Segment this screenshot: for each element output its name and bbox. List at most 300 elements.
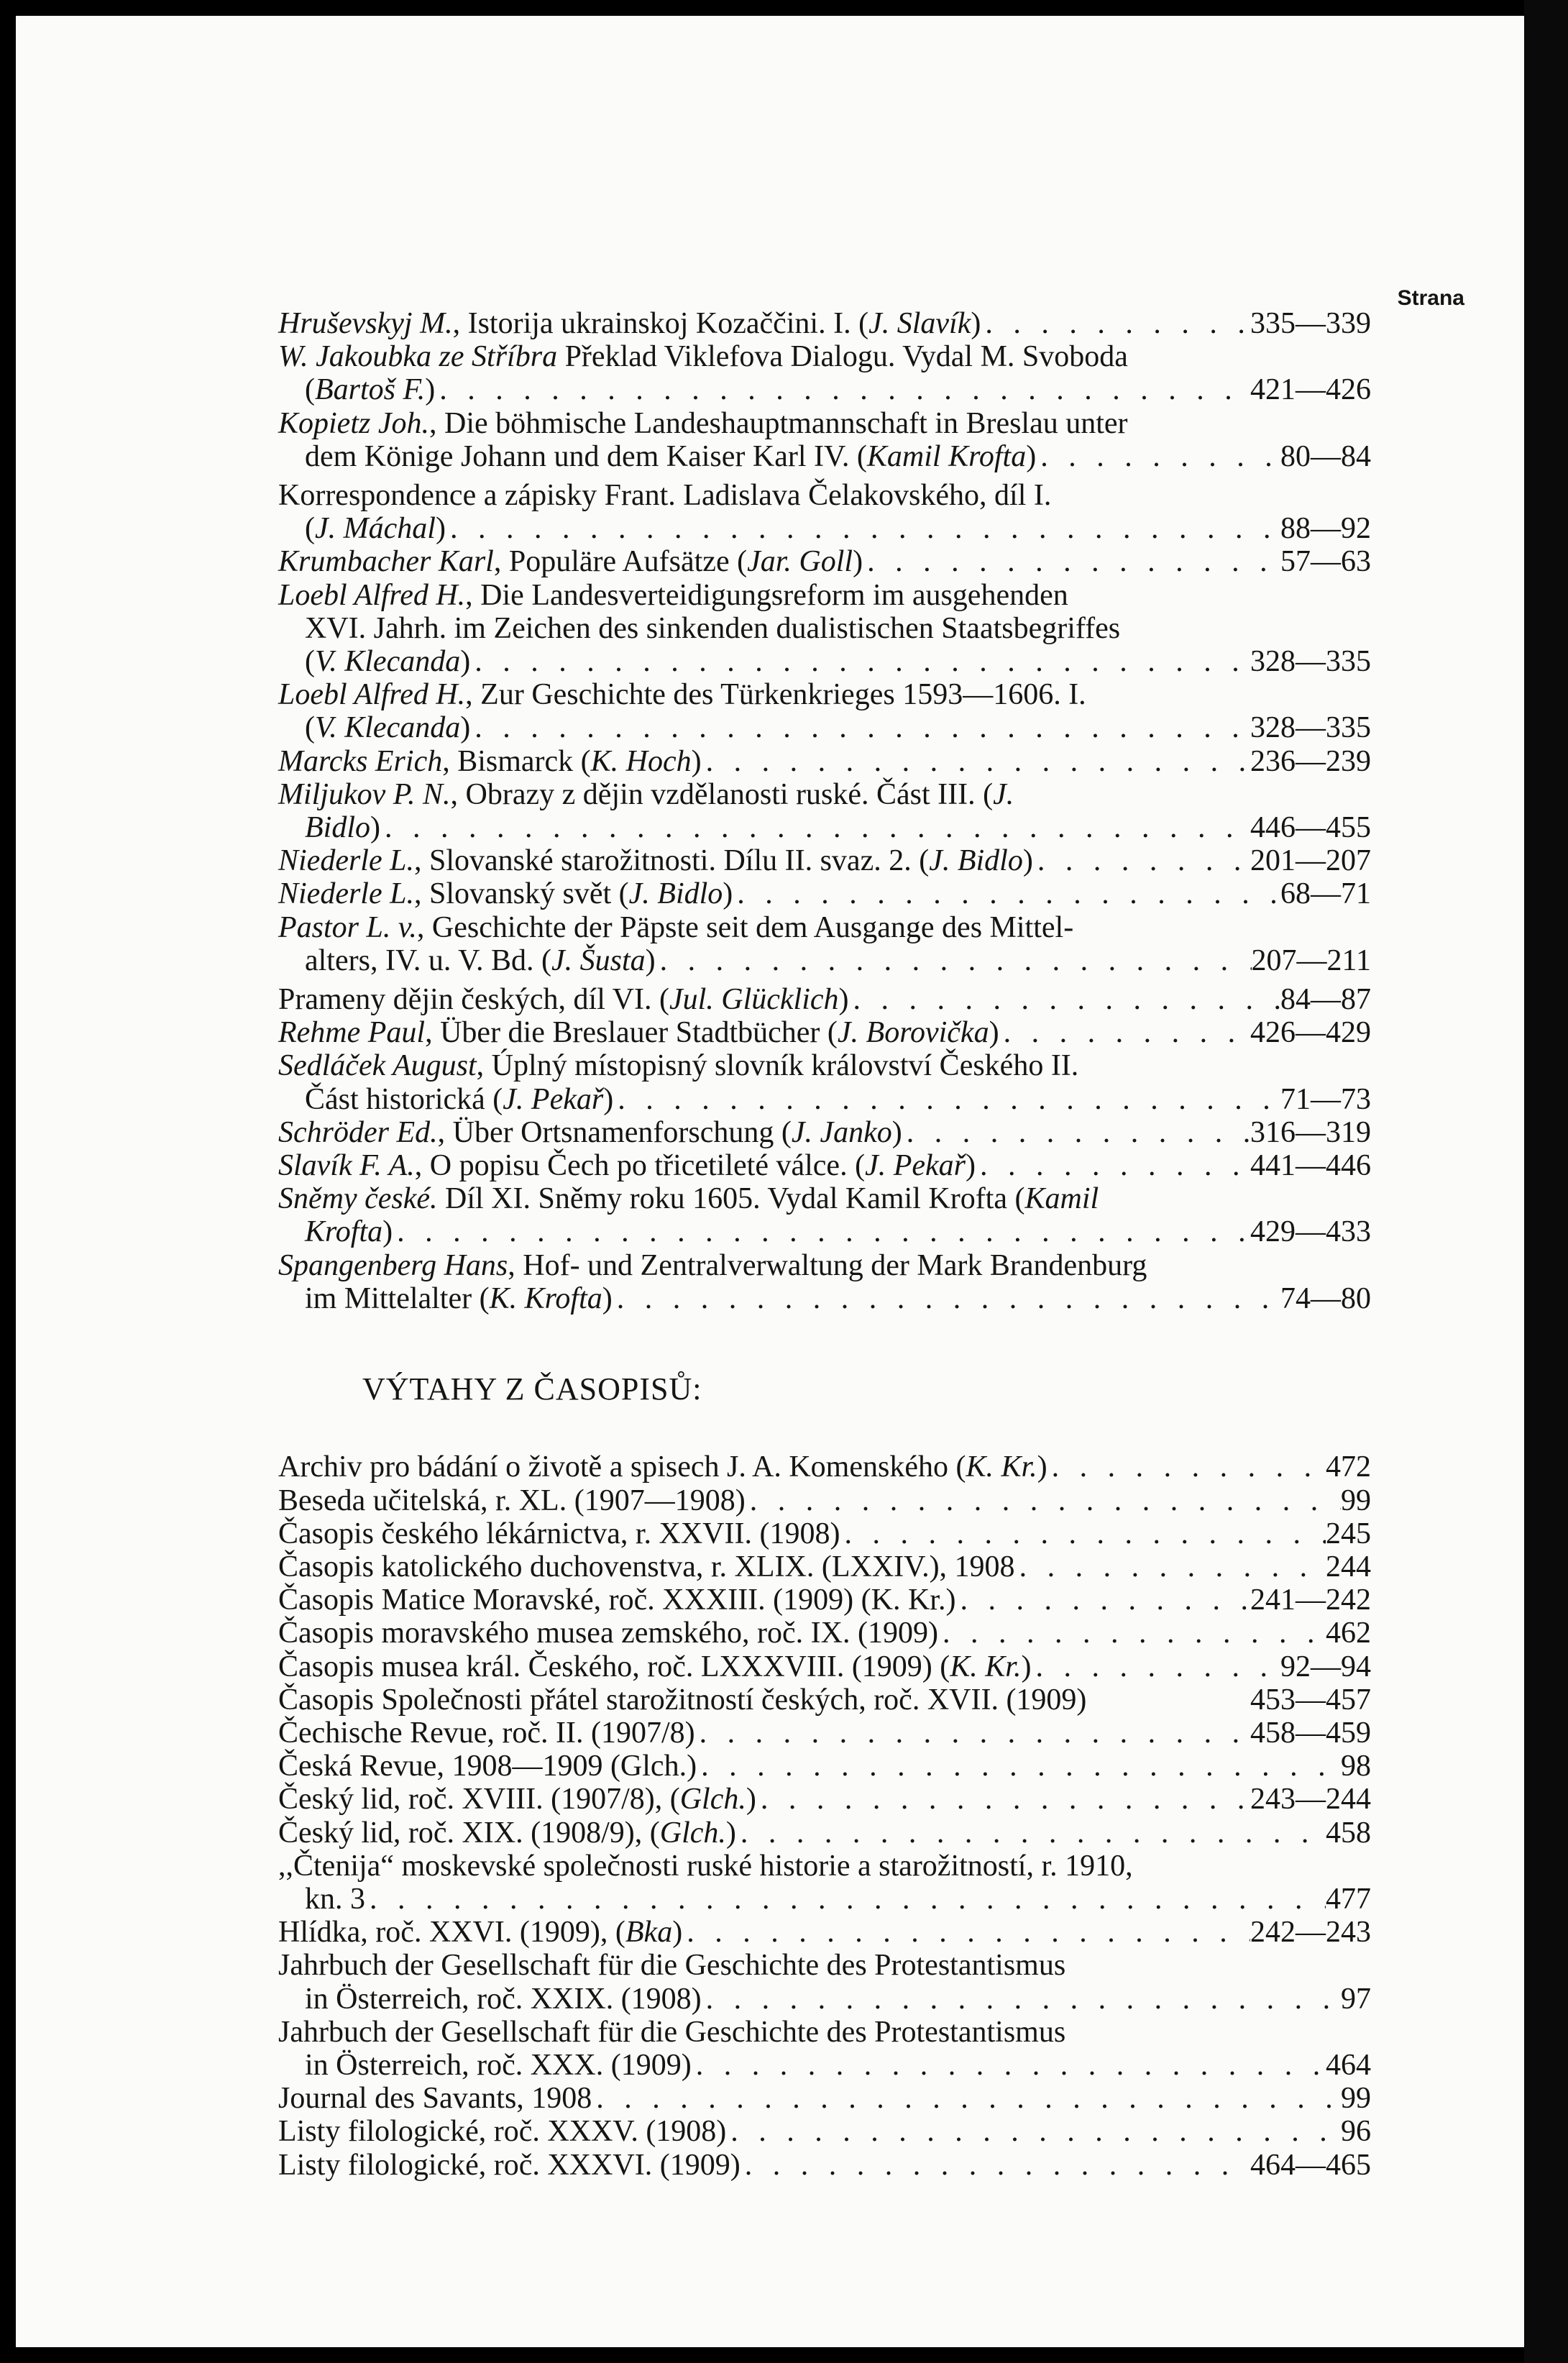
- entry-line: [278, 1282, 1371, 1315]
- leader-dots: [692, 2049, 1326, 2082]
- page-reference: 97: [1341, 1982, 1371, 2016]
- italic-name: Schröder Ed.: [278, 1115, 438, 1149]
- leader-dots: [702, 1983, 1341, 2016]
- text-run: (: [305, 711, 315, 745]
- page-reference: 98: [1341, 1750, 1371, 1783]
- entry-text: [278, 1717, 695, 1750]
- text-run: dem Könige Johann und dem Kaiser Karl IV. (: [305, 439, 867, 473]
- index-entry: [278, 407, 1371, 473]
- leader-dots: [592, 2082, 1341, 2115]
- leader-dots: [613, 1282, 1280, 1315]
- index-entry: [278, 1450, 1371, 1484]
- entry-text: [305, 440, 1036, 473]
- italic-name: V. Klecanda: [315, 645, 461, 679]
- entry-text: [278, 407, 1128, 440]
- entry-line: [278, 1949, 1371, 1982]
- entry-line: [278, 1916, 1371, 1949]
- entry-text: [305, 811, 380, 844]
- index-entry: [278, 1249, 1371, 1315]
- italic-name: J. Pekař: [503, 1082, 604, 1116]
- entry-line: [278, 1149, 1371, 1182]
- page-reference: 244: [1326, 1550, 1371, 1583]
- leader-dots: [702, 745, 1250, 778]
- text-run: , Populäre Aufsätze (: [493, 545, 748, 579]
- text-run: Listy filologické, roč. XXXV. (1908): [278, 2115, 727, 2149]
- text-run: Díl XI. Sněmy roku 1605. Vydal Kamil Krofta (: [437, 1182, 1025, 1216]
- text-run: ): [460, 645, 471, 679]
- entry-text: [305, 1215, 393, 1248]
- entry-text: [278, 479, 1051, 512]
- italic-name: W. Jakoubka ze Stříbra: [278, 340, 558, 374]
- section-heading: VÝTAHY Z ČASOPISŮ:: [362, 1371, 702, 1407]
- text-run: ): [1026, 439, 1037, 473]
- text-run: ): [971, 307, 981, 340]
- entry-text: [278, 844, 1033, 877]
- page-reference: 477: [1326, 1882, 1371, 1916]
- index-entry: [278, 678, 1371, 744]
- index-entry: [278, 1617, 1371, 1650]
- italic-name: K. Kr.: [950, 1650, 1022, 1683]
- page-reference: 71—73: [1280, 1082, 1371, 1116]
- italic-name: Bartoš F.: [315, 373, 426, 407]
- text-run: , Zur Geschichte des Türkenkrieges 1593—1606. I.: [465, 678, 1086, 712]
- italic-name: Spangenberg Hans: [278, 1248, 508, 1282]
- italic-name: J. Bidlo: [628, 877, 723, 911]
- entry-line: [278, 1650, 1371, 1683]
- page-reference: 241—242: [1250, 1583, 1371, 1617]
- entry-line: [278, 307, 1371, 340]
- text-run: ): [382, 1215, 393, 1249]
- entry-text: [305, 645, 470, 678]
- leader-dots: [380, 811, 1250, 844]
- leader-dots: [849, 983, 1280, 1016]
- index-entry: [278, 340, 1371, 406]
- text-run: ): [691, 744, 702, 778]
- entry-line: [278, 340, 1371, 373]
- italic-name: Niederle L.: [278, 844, 414, 878]
- leader-dots: [393, 1215, 1250, 1248]
- italic-name: J. Pekař: [865, 1149, 966, 1183]
- page-reference: 328—335: [1250, 711, 1371, 745]
- entry-text: [278, 745, 702, 778]
- italic-name: Pastor L. v.: [278, 910, 417, 944]
- italic-name: K. Hoch: [590, 744, 692, 778]
- entry-text: [278, 1683, 1086, 1717]
- italic-name: Niederle L.: [278, 877, 414, 911]
- leader-dots: [976, 1149, 1250, 1182]
- text-run: Prameny dějin českých, díl VI. (: [278, 983, 669, 1017]
- index-entry: [278, 983, 1371, 1016]
- italic-name: Miljukov P. N.: [278, 777, 451, 811]
- text-run: ): [672, 1916, 683, 1950]
- text-run: Překlad Viklefova Dialogu. Vydal M. Svoboda: [557, 340, 1128, 374]
- entry-line: [278, 612, 1371, 645]
- entry-line: [278, 1617, 1371, 1650]
- text-run: ): [746, 1783, 756, 1816]
- text-run: (: [305, 512, 315, 546]
- text-run: Časopis Matice Moravské, roč. XXXIII. (1909) (K. Kr.): [278, 1583, 956, 1617]
- entry-line: [278, 944, 1371, 977]
- text-run: , Die Landesverteidigungsreform im ausgehenden: [465, 578, 1068, 612]
- text-run: in Österreich, roč. XXIX. (1908): [305, 1982, 702, 2016]
- reviews-list: [278, 307, 1371, 1315]
- entry-line: [278, 1116, 1371, 1149]
- text-run: ): [460, 711, 471, 745]
- page-reference: 201—207: [1250, 844, 1371, 878]
- entry-text: [278, 1850, 1133, 1883]
- index-content: [278, 307, 1371, 2182]
- leader-dots: [955, 1583, 1250, 1617]
- index-entry: [278, 1916, 1371, 1949]
- page-reference: 80—84: [1280, 439, 1371, 473]
- text-run: Jahrbuch der Gesellschaft für die Geschichte des Protestantismus: [278, 2015, 1066, 2049]
- text-run: , Úplný místopisný slovník království Českého II.: [476, 1049, 1079, 1083]
- entry-line: [278, 373, 1371, 406]
- text-run: ): [1037, 1450, 1047, 1484]
- entry-text: [278, 1517, 840, 1550]
- page-reference: 207—211: [1251, 943, 1371, 977]
- entry-text: [278, 1583, 955, 1617]
- entry-text: [278, 1484, 746, 1517]
- entry-line: [278, 479, 1371, 512]
- page-reference: 426—429: [1250, 1016, 1371, 1050]
- text-run: Beseda učitelská, r. XL. (1907—1908): [278, 1484, 746, 1517]
- entry-line: [278, 678, 1371, 711]
- entry-line: [278, 2115, 1371, 2148]
- leader-dots: [470, 711, 1250, 744]
- text-run: Český lid, roč. XVIII. (1907/8), (: [278, 1783, 680, 1816]
- page-reference: 429—433: [1250, 1215, 1371, 1249]
- page-reference: 316—319: [1250, 1115, 1371, 1149]
- page-reference: 84—87: [1280, 983, 1371, 1017]
- text-run: Jahrbuch der Gesellschaft für die Geschichte des Protestantismus: [278, 1949, 1066, 1983]
- entry-text: [278, 1949, 1065, 1982]
- entry-text: [278, 545, 863, 578]
- index-entry: [278, 307, 1371, 340]
- page-reference: 335—339: [1250, 307, 1371, 340]
- index-entry: [278, 1850, 1371, 1916]
- leader-dots: [446, 512, 1280, 545]
- page-reference: 458—459: [1250, 1716, 1371, 1750]
- leader-dots: [1036, 440, 1280, 473]
- italic-name: Kopietz Joh.: [278, 406, 429, 440]
- text-run: Korrespondence a zápisky Frant. Ladislava Čelakovského, díl I.: [278, 479, 1052, 513]
- italic-name: Loebl Alfred H.: [278, 578, 466, 612]
- entry-text: [305, 1983, 702, 2016]
- entry-text: [305, 711, 470, 744]
- page-column-header: Strana: [1397, 286, 1464, 310]
- leader-dots: [470, 645, 1250, 678]
- entry-text: [305, 373, 435, 406]
- text-run: , Über Ortsnamenforschung (: [437, 1115, 792, 1149]
- leader-dots: [435, 373, 1250, 406]
- text-run: , Slovanské starožitnosti. Dílu II. svaz. 2. (: [413, 844, 930, 878]
- text-run: ): [725, 1816, 736, 1850]
- entry-line: [278, 983, 1371, 1016]
- text-run: ,,Čtenija“ moskevské společnosti ruské historie a starožitností, r. 1910,: [278, 1849, 1133, 1883]
- page-reference: 92—94: [1280, 1650, 1371, 1683]
- page-reference: 458: [1326, 1816, 1371, 1850]
- entry-line: [278, 2149, 1371, 2182]
- leader-dots: [746, 1484, 1341, 1517]
- entry-text: [278, 983, 849, 1016]
- page-reference: 464—465: [1250, 2148, 1371, 2182]
- page-reference: 245: [1326, 1517, 1371, 1550]
- italic-name: J. Máchal: [315, 512, 436, 546]
- text-run: Část historická (: [305, 1082, 503, 1116]
- italic-name: Bidlo: [305, 811, 370, 845]
- text-run: Časopis moravského musea zemského, roč. IX. (1909): [278, 1617, 938, 1650]
- index-entry: [278, 579, 1371, 679]
- index-entry: [278, 1517, 1371, 1550]
- leader-dots: [682, 1916, 1250, 1949]
- entry-line: [278, 1049, 1371, 1082]
- index-entry: [278, 1816, 1371, 1850]
- index-entry: [278, 844, 1371, 877]
- entry-text: [278, 2082, 592, 2115]
- page-reference: 462: [1326, 1617, 1371, 1650]
- index-entry: [278, 778, 1371, 844]
- entry-text: [278, 877, 733, 910]
- leader-dots: [365, 1883, 1326, 1916]
- entry-text: [278, 1816, 736, 1850]
- text-run: in Österreich, roč. XXX. (1909): [305, 2048, 692, 2082]
- text-run: Časopis musea král. Českého, roč. LXXXVIII. (1909) (: [278, 1650, 950, 1683]
- entry-text: [278, 911, 1073, 944]
- leader-dots: [656, 944, 1252, 977]
- entry-text: [278, 340, 1128, 373]
- entry-text: [278, 1450, 1047, 1484]
- entry-text: [278, 1116, 902, 1149]
- entry-line: [278, 745, 1371, 778]
- page-reference: 88—92: [1280, 512, 1371, 546]
- entry-text: [278, 579, 1068, 612]
- leader-dots: [613, 1083, 1280, 1116]
- leader-dots: [695, 1717, 1250, 1750]
- text-run: alters, IV. u. V. Bd. (: [305, 943, 552, 977]
- text-run: , Obrazy z dějin vzdělanosti ruské. Část III. (: [450, 777, 994, 811]
- text-run: ): [1021, 1650, 1032, 1683]
- leader-dots: [1033, 844, 1250, 877]
- text-run: ): [1022, 844, 1033, 878]
- text-run: ): [370, 811, 380, 845]
- leader-dots: [863, 545, 1280, 578]
- index-entry: [278, 1750, 1371, 1783]
- text-run: Český lid, roč. XIX. (1908/9), (: [278, 1816, 660, 1850]
- entry-line: [278, 844, 1371, 877]
- entry-line: [278, 1850, 1371, 1883]
- index-entry: [278, 1650, 1371, 1683]
- page-reference: 441—446: [1250, 1149, 1371, 1183]
- entry-text: [278, 2149, 741, 2182]
- page-reference: 464: [1326, 2048, 1371, 2082]
- entry-line: [278, 1783, 1371, 1816]
- text-run: ): [838, 983, 849, 1017]
- page-reference: 99: [1341, 2082, 1371, 2116]
- text-run: , Hof- und Zentralverwaltung der Mark Brandenburg: [508, 1248, 1147, 1282]
- page-reference: 453—457: [1250, 1683, 1371, 1717]
- text-run: ): [425, 373, 436, 407]
- text-run: ): [645, 943, 656, 977]
- entry-text: [278, 1916, 682, 1949]
- italic-name: J. Bidlo: [929, 844, 1023, 878]
- text-run: XVI. Jahrh. im Zeichen des sinkenden dualistischen Staatsbegriffes: [305, 611, 1121, 645]
- entry-text: [278, 1016, 999, 1049]
- leader-dots: [981, 307, 1250, 340]
- page-reference: 328—335: [1250, 645, 1371, 679]
- entry-line: [278, 1249, 1371, 1282]
- text-run: , Über die Breslauer Stadtbücher (: [425, 1016, 838, 1050]
- index-entry: [278, 1583, 1371, 1617]
- leader-dots: [938, 1617, 1326, 1650]
- text-run: Časopis českého lékárnictva, r. XXVII. (1908): [278, 1517, 840, 1550]
- entry-text: [278, 778, 1014, 811]
- page-reference: 421—426: [1250, 373, 1371, 407]
- italic-name: K. Kr.: [966, 1450, 1037, 1484]
- entry-line: [278, 440, 1371, 473]
- index-entry: [278, 1484, 1371, 1517]
- index-entry: [278, 479, 1371, 545]
- page-reference: 96: [1341, 2115, 1371, 2149]
- index-entry: [278, 1949, 1371, 2015]
- italic-name: Hruševskyj M.: [278, 307, 453, 340]
- text-run: ): [966, 1149, 976, 1183]
- text-run: ): [723, 877, 733, 911]
- entry-line: [278, 711, 1371, 744]
- italic-name: Bka: [625, 1916, 673, 1950]
- index-entry: [278, 2082, 1371, 2115]
- entry-line: [278, 1182, 1371, 1215]
- entry-line: [278, 1883, 1371, 1916]
- entry-line: [278, 645, 1371, 678]
- entry-line: [278, 1583, 1371, 1617]
- page-reference: 68—71: [1280, 877, 1371, 911]
- entry-line: [278, 512, 1371, 545]
- italic-name: Krumbacher Karl: [278, 545, 494, 579]
- index-entry: [278, 1550, 1371, 1583]
- text-run: ): [891, 1115, 902, 1149]
- entry-text: [305, 612, 1120, 645]
- entry-text: [278, 1750, 697, 1783]
- text-run: (: [305, 645, 315, 679]
- leader-dots: [736, 1816, 1326, 1850]
- entry-line: [278, 1083, 1371, 1116]
- entry-line: [278, 407, 1371, 440]
- text-run: Journal des Savants, 1908: [278, 2082, 592, 2116]
- entry-text: [305, 1282, 613, 1315]
- page-reference: 446—455: [1250, 811, 1371, 845]
- entry-text: [278, 307, 981, 340]
- italic-name: Rehme Paul: [278, 1016, 426, 1050]
- text-run: (: [305, 373, 315, 407]
- text-run: kn. 3: [305, 1882, 365, 1916]
- entry-line: [278, 545, 1371, 578]
- index-entry: [278, 1049, 1371, 1115]
- index-entry: [278, 1149, 1371, 1182]
- entry-line: [278, 1450, 1371, 1484]
- index-entry: [278, 877, 1371, 910]
- text-run: Česká Revue, 1908—1909 (Glch.): [278, 1750, 697, 1783]
- index-entry: [278, 545, 1371, 578]
- entry-line: [278, 579, 1371, 612]
- text-run: , O popisu Čech po třicetileté válce. (: [414, 1149, 866, 1183]
- index-entry: [278, 911, 1371, 977]
- index-entry: [278, 745, 1371, 778]
- italic-name: Glch.: [659, 1816, 726, 1850]
- entry-text: [278, 1617, 938, 1650]
- page-reference: 242—243: [1250, 1916, 1371, 1950]
- book-page: [16, 16, 1524, 2347]
- index-entry: [278, 1783, 1371, 1816]
- leader-dots: [1015, 1550, 1326, 1583]
- entry-text: [278, 678, 1086, 711]
- italic-name: Kamil Krofta: [866, 439, 1027, 473]
- entry-line: [278, 2049, 1371, 2082]
- entry-line: [278, 911, 1371, 944]
- entry-text: [278, 2016, 1065, 2049]
- italic-name: Jar. Goll: [747, 545, 853, 579]
- index-entry: [278, 2016, 1371, 2082]
- entry-line: [278, 778, 1371, 811]
- italic-name: Slavík F. A.: [278, 1149, 415, 1183]
- leader-dots: [697, 1750, 1341, 1783]
- text-run: Hlídka, roč. XXVI. (1909), (: [278, 1916, 625, 1950]
- entry-text: [278, 1783, 756, 1816]
- text-run: Čechische Revue, roč. II. (1907/8): [278, 1716, 695, 1750]
- entry-text: [278, 1182, 1099, 1215]
- text-run: , Die böhmische Landeshauptmannschaft in Breslau unter: [428, 406, 1128, 440]
- page-reference: 243—244: [1250, 1783, 1371, 1816]
- italic-name: Marcks Erich: [278, 744, 443, 778]
- entry-text: [278, 1650, 1032, 1683]
- entry-text: [278, 1049, 1078, 1082]
- excerpts-list: [278, 1450, 1371, 2181]
- italic-name: Loebl Alfred H.: [278, 678, 466, 712]
- leader-dots: [733, 877, 1280, 910]
- entry-text: [305, 512, 446, 545]
- text-run: Časopis Společnosti přátel starožitností českých, roč. XVII. (1909): [278, 1683, 1087, 1717]
- italic-name: Sedláček August: [278, 1049, 477, 1083]
- text-run: , Geschichte der Päpste seit dem Ausgange des Mittel-: [416, 910, 1074, 944]
- index-entry: [278, 2149, 1371, 2182]
- entry-line: [278, 1983, 1371, 2016]
- italic-name: J. Slavík: [868, 307, 971, 340]
- entry-text: [305, 1883, 365, 1916]
- text-run: im Mittelalter (: [305, 1281, 490, 1315]
- index-entry: [278, 1116, 1371, 1149]
- entry-text: [278, 1249, 1147, 1282]
- entry-line: [278, 2082, 1371, 2115]
- leader-dots: [902, 1116, 1250, 1149]
- leader-dots: [741, 2149, 1250, 2182]
- page-reference: 74—80: [1280, 1281, 1371, 1315]
- italic-name: V. Klecanda: [315, 711, 461, 745]
- text-run: ): [603, 1082, 614, 1116]
- entry-line: [278, 1016, 1371, 1049]
- entry-text: [305, 2049, 692, 2082]
- italic-name: Sněmy české.: [278, 1182, 438, 1216]
- italic-name: J.: [993, 777, 1014, 811]
- italic-name: Glch.: [679, 1783, 746, 1816]
- entry-line: [278, 1215, 1371, 1248]
- index-entry: [278, 1016, 1371, 1049]
- entry-line: [278, 811, 1371, 844]
- index-entry: [278, 2115, 1371, 2148]
- italic-name: J. Šusta: [551, 943, 646, 977]
- text-run: ): [853, 545, 863, 579]
- text-run: ): [435, 512, 446, 546]
- italic-name: K. Krofta: [489, 1281, 602, 1315]
